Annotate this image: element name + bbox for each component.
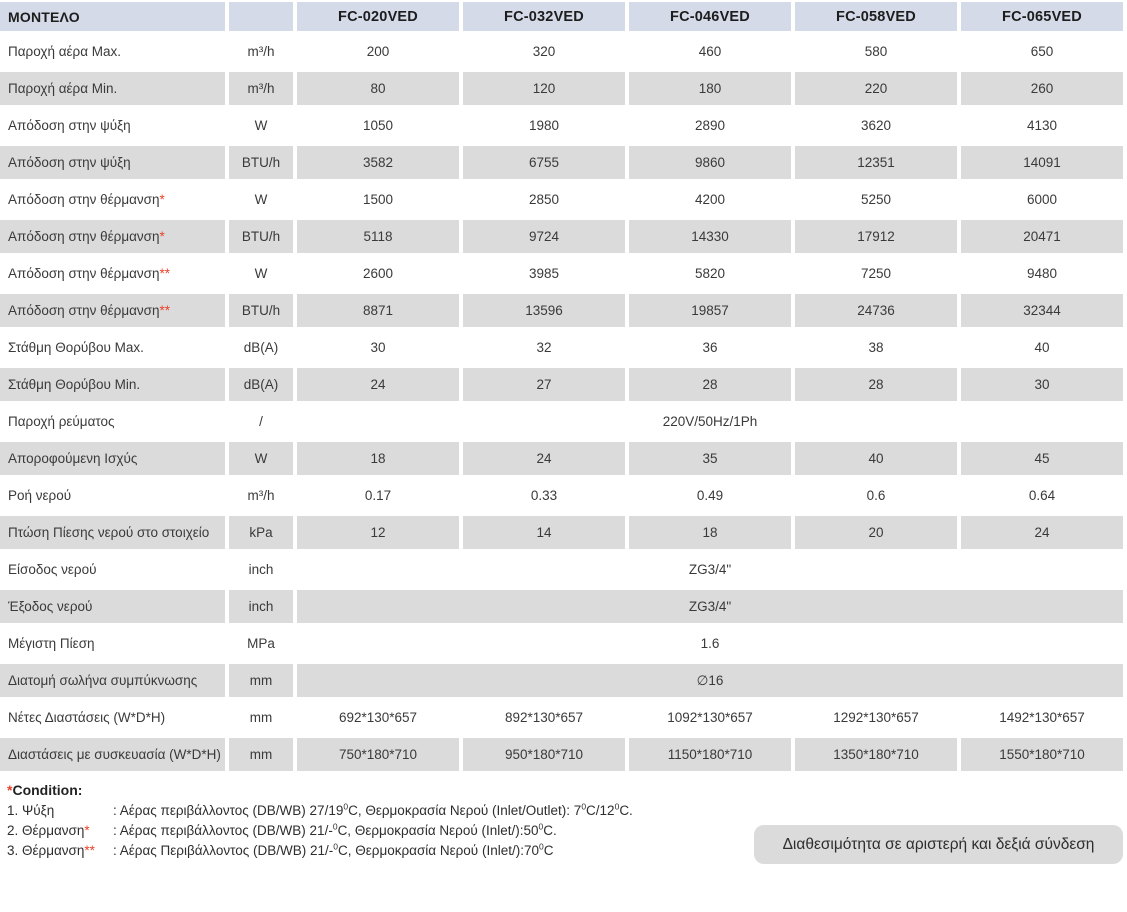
value-cell: 20471 [961, 220, 1123, 253]
table-row [0, 516, 1123, 549]
note-text: : Αέρας περιβάλλοντος (DB/WB) 21/- [113, 823, 333, 838]
value-cell: 1050 [297, 109, 459, 142]
value-cell: 18 [629, 516, 791, 549]
row-label: Έξοδος νερού [0, 590, 225, 623]
value-cell: 13596 [463, 294, 625, 327]
table-row [0, 442, 1123, 475]
value-cell: 40 [795, 442, 957, 475]
row-label: Στάθμη Θορύβου Min. [0, 368, 225, 401]
value-cell: 2600 [297, 257, 459, 290]
value-cell: 7250 [795, 257, 957, 290]
value-cell: 1980 [463, 109, 625, 142]
row-unit: mm [229, 701, 293, 734]
value-cell: 2890 [629, 109, 791, 142]
note-text: C, Θερμοκρασία Νερού (Inlet/):50 [337, 823, 539, 838]
note-text: 1. Ψύξη [7, 803, 55, 818]
superscript: 0 [343, 801, 349, 812]
row-label: Διαστάσεις με συσκευασία (W*D*H) [0, 738, 225, 771]
note-prefix [7, 841, 113, 861]
model-column-header: ΜΟΝΤΕΛΟ [0, 2, 225, 31]
value-cell: 14 [463, 516, 625, 549]
value-cell: 692*130*657 [297, 701, 459, 734]
value-cell: 32 [463, 331, 625, 364]
superscript: 0 [614, 801, 620, 812]
value-cell: 32344 [961, 294, 1123, 327]
row-unit: mm [229, 664, 293, 697]
value-cell: 3582 [297, 146, 459, 179]
value-cell: 6755 [463, 146, 625, 179]
row-label: Απόδοση στην ψύξη [0, 109, 225, 142]
row-label: Απόδοση στην θέρμανση* [0, 220, 225, 253]
note-text: C [543, 843, 554, 858]
row-label: Απόδοση στην θέρμανση** [0, 257, 225, 290]
table-row [0, 146, 1123, 179]
note-prefix [7, 821, 113, 841]
asterisk-mark: * [159, 229, 165, 244]
note-text: : Αέρας Περιβάλλοντος (DB/WB) 21/- [113, 843, 334, 858]
value-cell: 8871 [297, 294, 459, 327]
row-unit: dB(A) [229, 331, 293, 364]
value-cell: 9860 [629, 146, 791, 179]
row-unit: BTU/h [229, 146, 293, 179]
row-unit: m³/h [229, 35, 293, 68]
value-cell: 80 [297, 72, 459, 105]
value-cell: 27 [463, 368, 625, 401]
value-cell: 20 [795, 516, 957, 549]
row-unit: inch [229, 590, 293, 623]
value-cell: 460 [629, 35, 791, 68]
conditions-heading [7, 782, 1127, 801]
superscript: 0 [538, 841, 544, 852]
value-cell: 38 [795, 331, 957, 364]
value-cell: 45 [961, 442, 1123, 475]
value-cell: 18 [297, 442, 459, 475]
value-cell: 950*180*710 [463, 738, 625, 771]
table-row [0, 257, 1123, 290]
note-text: C/12 [586, 803, 615, 818]
value-cell: 4130 [961, 109, 1123, 142]
model-header: FC-020VED [297, 2, 459, 31]
row-unit: W [229, 442, 293, 475]
superscript: 0 [333, 841, 338, 852]
table-row [0, 220, 1123, 253]
row-unit: dB(A) [229, 368, 293, 401]
merged-value-cell: 220V/50Hz/1Ph [297, 405, 1123, 438]
value-cell: 17912 [795, 220, 957, 253]
table-row [0, 109, 1123, 142]
row-label: Διατομή σωλήνα συμπύκνωσης [0, 664, 225, 697]
value-cell: 4200 [629, 183, 791, 216]
table-row [0, 368, 1123, 401]
row-unit: m³/h [229, 479, 293, 512]
asterisk-mark: ** [159, 266, 171, 281]
row-label: Απόδοση στην θέρμανση** [0, 294, 225, 327]
note-text: C, Θερμοκρασία Νερού (Inlet/):70 [338, 843, 539, 858]
row-label: Παροχή ρεύματος [0, 405, 225, 438]
availability-badge: Διαθεσιμότητα σε αριστερή και δεξιά σύνδεση [754, 825, 1123, 864]
merged-value-cell: 1.6 [297, 627, 1123, 660]
table-row [0, 405, 1123, 438]
condition-note [7, 801, 1127, 821]
value-cell: 19857 [629, 294, 791, 327]
row-label: Νέτες Διαστάσεις (W*D*H) [0, 701, 225, 734]
value-cell: 0.64 [961, 479, 1123, 512]
value-cell: 6000 [961, 183, 1123, 216]
value-cell: 24 [297, 368, 459, 401]
model-header: FC-065VED [961, 2, 1123, 31]
value-cell: 1292*130*657 [795, 701, 957, 734]
value-cell: 24 [463, 442, 625, 475]
value-cell: 1092*130*657 [629, 701, 791, 734]
value-cell: 892*130*657 [463, 701, 625, 734]
row-unit: BTU/h [229, 294, 293, 327]
table-row [0, 35, 1123, 68]
row-unit: / [229, 405, 293, 438]
value-cell: 0.6 [795, 479, 957, 512]
value-cell: 220 [795, 72, 957, 105]
value-cell: 3620 [795, 109, 957, 142]
note-text: : Αέρας περιβάλλοντος (DB/WB) 27/19 [113, 803, 344, 818]
superscript: 0 [332, 821, 338, 832]
value-cell: 1500 [297, 183, 459, 216]
row-label: Αποροφούμενη Ισχύς [0, 442, 225, 475]
value-cell: 1350*180*710 [795, 738, 957, 771]
table-row [0, 331, 1123, 364]
table-row [0, 627, 1123, 660]
value-cell: 35 [629, 442, 791, 475]
value-cell: 5250 [795, 183, 957, 216]
merged-value-cell: ∅16 [297, 664, 1123, 697]
value-cell: 14091 [961, 146, 1123, 179]
value-cell: 180 [629, 72, 791, 105]
table-row [0, 664, 1123, 697]
value-cell: 580 [795, 35, 957, 68]
note-text: Condition: [12, 782, 83, 798]
table-row [0, 590, 1123, 623]
row-label: Απόδοση στην ψύξη [0, 146, 225, 179]
note-text: * [84, 823, 90, 838]
value-cell: 24736 [795, 294, 957, 327]
value-cell: 1492*130*657 [961, 701, 1123, 734]
row-unit: mm [229, 738, 293, 771]
value-cell: 14330 [629, 220, 791, 253]
superscript: 0 [581, 801, 587, 812]
value-cell: 260 [961, 72, 1123, 105]
value-cell: 5820 [629, 257, 791, 290]
row-label: Πτώση Πίεσης νερού στο στοιχείο [0, 516, 225, 549]
value-cell: 12351 [795, 146, 957, 179]
value-cell: 1150*180*710 [629, 738, 791, 771]
row-unit: W [229, 257, 293, 290]
value-cell: 0.17 [297, 479, 459, 512]
value-cell: 200 [297, 35, 459, 68]
row-label: Παροχή αέρα Max. [0, 35, 225, 68]
row-label: Είσοδος νερού [0, 553, 225, 586]
note-text: * [7, 782, 13, 798]
value-cell: 28 [629, 368, 791, 401]
row-unit: m³/h [229, 72, 293, 105]
value-cell: 9724 [463, 220, 625, 253]
row-unit: kPa [229, 516, 293, 549]
note-prefix [7, 801, 113, 821]
row-label: Μέγιστη Πίεση [0, 627, 225, 660]
row-unit: MPa [229, 627, 293, 660]
merged-value-cell: ZG3/4" [297, 553, 1123, 586]
value-cell: 3985 [463, 257, 625, 290]
value-cell: 9480 [961, 257, 1123, 290]
asterisk-mark: * [159, 192, 165, 207]
table-header-row [0, 2, 1123, 31]
model-header: FC-046VED [629, 2, 791, 31]
value-cell: 30 [297, 331, 459, 364]
note-text: 2. Θέρμανση [7, 823, 85, 838]
table-row [0, 553, 1123, 586]
note-text: 3. Θέρμανση [7, 843, 85, 858]
value-cell: 650 [961, 35, 1123, 68]
row-label: Απόδοση στην θέρμανση* [0, 183, 225, 216]
model-header: FC-058VED [795, 2, 957, 31]
row-unit: W [229, 183, 293, 216]
value-cell: 24 [961, 516, 1123, 549]
asterisk-mark: ** [159, 303, 171, 318]
row-label: Παροχή αέρα Min. [0, 72, 225, 105]
value-cell: 0.49 [629, 479, 791, 512]
value-cell: 1550*180*710 [961, 738, 1123, 771]
table-row [0, 183, 1123, 216]
table-row [0, 701, 1123, 734]
value-cell: 28 [795, 368, 957, 401]
value-cell: 750*180*710 [297, 738, 459, 771]
value-cell: 40 [961, 331, 1123, 364]
row-unit: W [229, 109, 293, 142]
table-row [0, 479, 1123, 512]
note-text: C, Θερμοκρασία Νερού (Inlet/Outlet): 7 [348, 803, 582, 818]
table-row [0, 738, 1123, 771]
superscript: 0 [538, 821, 544, 832]
value-cell: 0.33 [463, 479, 625, 512]
row-label: Ροή νερού [0, 479, 225, 512]
row-unit: inch [229, 553, 293, 586]
note-text: C. [619, 803, 633, 818]
value-cell: 30 [961, 368, 1123, 401]
table-row [0, 294, 1123, 327]
table-row [0, 72, 1123, 105]
note-text: ** [84, 843, 95, 858]
merged-value-cell: ZG3/4" [297, 590, 1123, 623]
value-cell: 36 [629, 331, 791, 364]
unit-column-header [229, 2, 293, 31]
row-label: Στάθμη Θορύβου Max. [0, 331, 225, 364]
value-cell: 120 [463, 72, 625, 105]
row-unit: BTU/h [229, 220, 293, 253]
note-text: C. [543, 823, 557, 838]
model-header: FC-032VED [463, 2, 625, 31]
value-cell: 320 [463, 35, 625, 68]
value-cell: 5118 [297, 220, 459, 253]
value-cell: 12 [297, 516, 459, 549]
value-cell: 2850 [463, 183, 625, 216]
